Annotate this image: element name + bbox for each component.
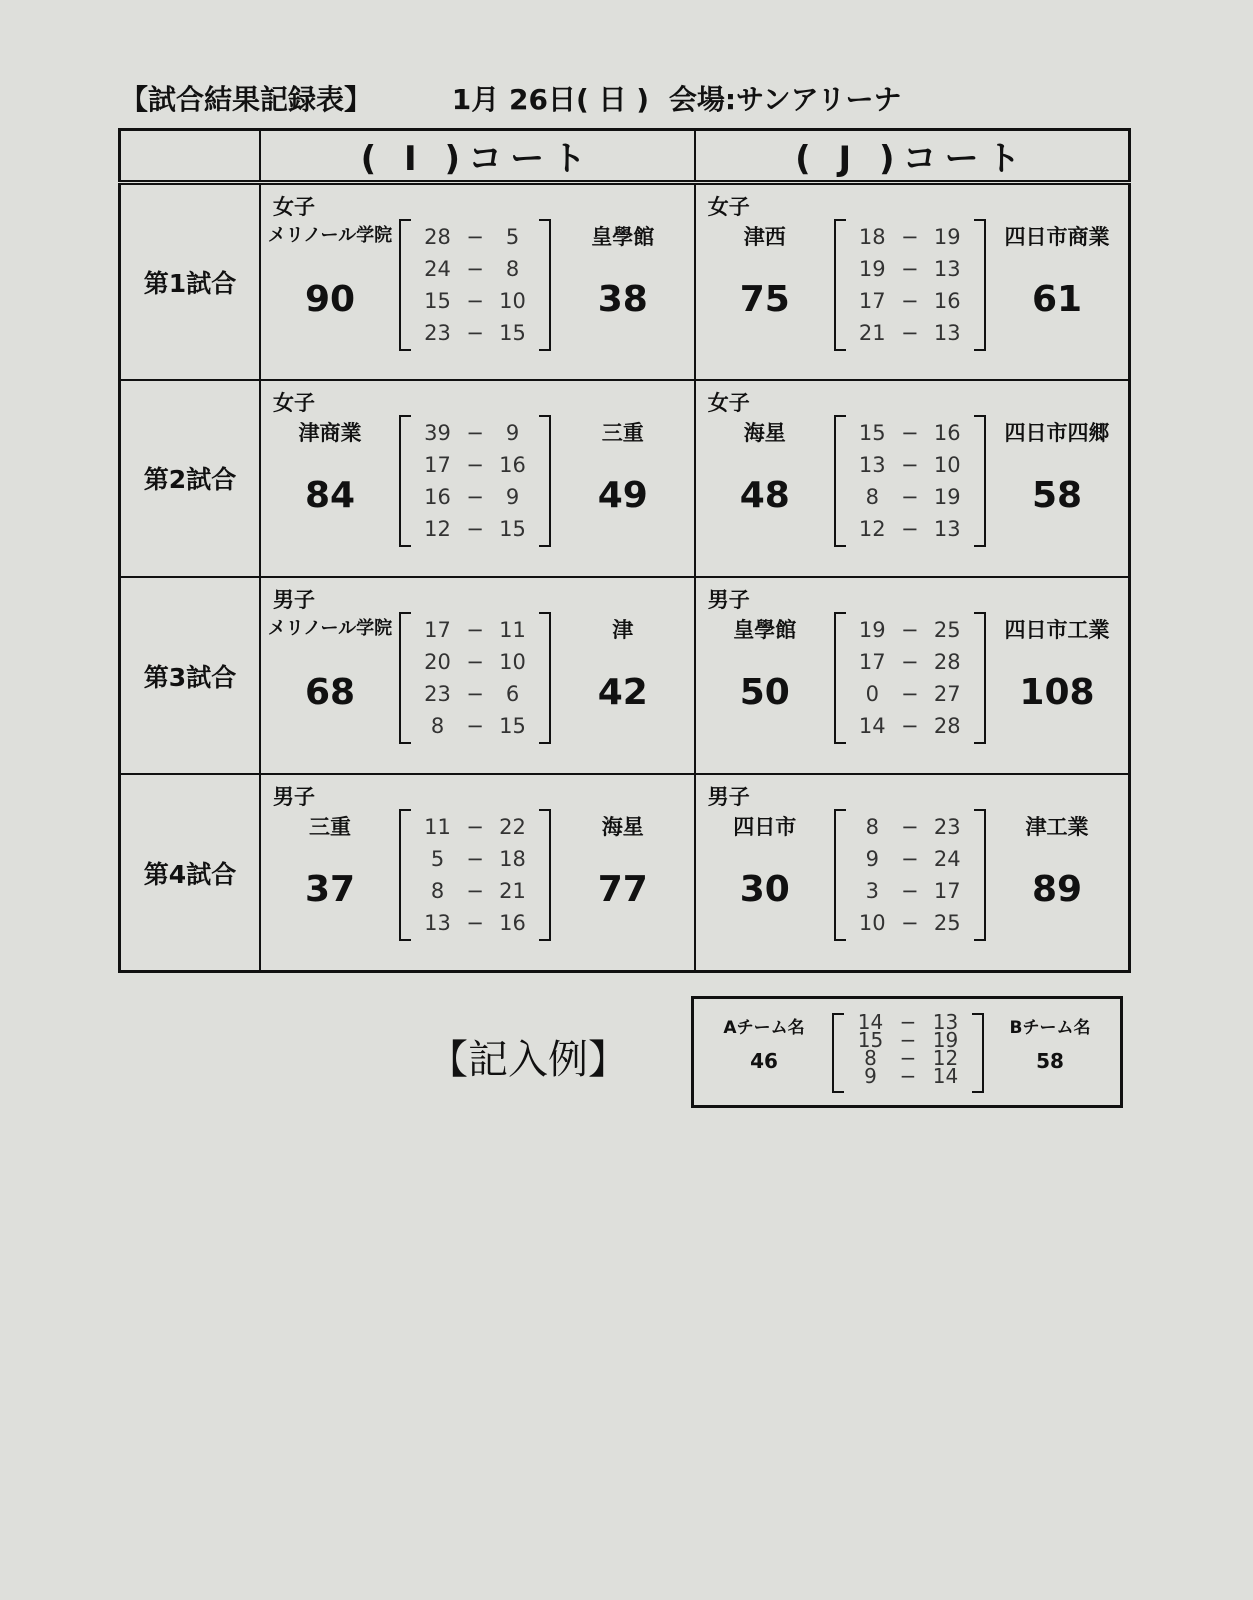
team-b-name: 海星 <box>601 815 644 840</box>
period-scores <box>834 612 986 744</box>
period-row <box>836 417 984 449</box>
period-score-a: 12 <box>424 516 451 541</box>
period-score-b: 18 <box>499 847 526 872</box>
round-row <box>120 380 1130 577</box>
period-score-b: 9 <box>505 484 520 509</box>
example-team-b: Bチーム名 <box>1009 1018 1091 1038</box>
gender-label: 女子 <box>707 195 750 219</box>
dash: − <box>466 452 484 477</box>
period-row <box>401 614 549 646</box>
period-row <box>401 317 549 349</box>
period-score-b: 25 <box>933 911 961 936</box>
period-row <box>401 417 549 449</box>
period-score-b: 13 <box>933 321 961 345</box>
gender-label: 女子 <box>273 390 315 415</box>
period-score-b: 16 <box>499 452 526 477</box>
dash: − <box>466 815 484 840</box>
period-row <box>836 253 984 285</box>
period-score-b: 19 <box>933 484 961 509</box>
period-score-b: 17 <box>933 879 961 904</box>
period-row <box>401 710 549 742</box>
team-b-name: 津 <box>612 618 634 642</box>
dash: − <box>466 650 484 674</box>
team-b-name: 津工業 <box>1025 815 1089 840</box>
period-row <box>401 678 549 710</box>
venue: 会場:サンアリーナ <box>668 83 902 116</box>
results-table <box>118 128 1131 973</box>
dash: − <box>900 650 919 674</box>
period-row <box>401 907 549 939</box>
gender-label: 男子 <box>707 785 750 810</box>
period-score-a: 20 <box>424 650 451 674</box>
court-i-match <box>260 577 695 774</box>
dash: − <box>466 516 484 541</box>
period-row <box>401 449 549 481</box>
court-i-match <box>260 380 695 577</box>
period-score-a: 9 <box>865 847 879 872</box>
team-b-total: 61 <box>1031 279 1083 320</box>
period-scores <box>399 612 551 744</box>
dash: − <box>466 879 484 904</box>
dash: − <box>900 682 919 706</box>
period-score-b: 28 <box>933 714 961 738</box>
period-score-a: 11 <box>424 815 451 840</box>
team-b-total: 38 <box>597 279 648 320</box>
period-score-a: 8 <box>865 484 879 509</box>
period-row <box>836 481 984 513</box>
dash: − <box>900 516 919 541</box>
dash: − <box>900 257 919 281</box>
period-score-a: 16 <box>424 484 451 509</box>
team-a-total: 75 <box>739 279 790 320</box>
period-row <box>836 875 984 907</box>
dash: − <box>466 321 484 345</box>
dash: − <box>466 847 484 872</box>
court-i-match <box>260 774 695 971</box>
dash: − <box>466 484 484 509</box>
period-row <box>401 811 549 843</box>
example-period-row: 8 − 12 <box>864 1046 959 1070</box>
team-b-name: 三重 <box>601 420 644 445</box>
team-a-total: 84 <box>304 474 356 516</box>
gender-label: 女子 <box>273 195 315 219</box>
period-score-b: 16 <box>933 289 961 313</box>
period-score-a: 8 <box>430 714 445 738</box>
period-score-a: 15 <box>424 289 451 313</box>
period-row <box>401 646 549 678</box>
team-a-name: 海星 <box>743 420 786 445</box>
dash: − <box>900 618 919 642</box>
period-score-b: 8 <box>505 257 520 281</box>
period-score-b: 13 <box>933 516 961 541</box>
period-score-a: 8 <box>430 879 445 904</box>
period-score-a: 17 <box>424 452 451 477</box>
example-period-row: 9 − 14 <box>864 1064 959 1088</box>
team-b-total: 89 <box>1031 869 1083 911</box>
period-score-b: 15 <box>499 714 526 738</box>
period-score-b: 10 <box>933 452 961 477</box>
period-row <box>836 907 984 939</box>
dash: − <box>900 225 919 249</box>
round-row <box>120 577 1130 774</box>
dash: − <box>466 618 484 642</box>
period-score-b: 9 <box>505 420 520 445</box>
period-score-b: 5 <box>505 225 520 249</box>
period-score-b: 25 <box>933 618 961 642</box>
example-title: 【記入例】 <box>428 1037 628 1083</box>
period-score-a: 18 <box>858 225 886 249</box>
period-score-a: 19 <box>858 257 886 281</box>
period-score-b: 11 <box>499 618 526 642</box>
gender-label: 男子 <box>707 588 750 612</box>
period-score-a: 23 <box>424 682 451 706</box>
period-row <box>401 221 549 253</box>
court-header-i: ( Ⅰ )コート <box>260 130 695 183</box>
period-row <box>401 285 549 317</box>
team-b-name: 四日市商業 <box>1004 225 1110 249</box>
dash: − <box>466 714 484 738</box>
period-score-b: 27 <box>933 682 961 706</box>
period-scores <box>834 809 986 941</box>
period-scores <box>834 415 986 547</box>
period-row <box>836 843 984 875</box>
period-row <box>401 481 549 513</box>
team-b-total: 58 <box>1031 474 1083 516</box>
period-row <box>836 285 984 317</box>
period-score-a: 8 <box>865 815 879 840</box>
team-b-total: 42 <box>597 672 648 713</box>
period-score-b: 24 <box>933 847 961 872</box>
period-score-a: 17 <box>858 289 886 313</box>
period-score-a: 12 <box>858 516 886 541</box>
court-header-j: ( J )コート <box>695 130 1130 183</box>
team-b-name: 皇學館 <box>591 225 655 249</box>
period-scores <box>399 219 551 351</box>
period-score-b: 15 <box>499 516 526 541</box>
team-a-total: 90 <box>304 279 356 320</box>
period-score-b: 21 <box>499 879 526 904</box>
period-score-a: 39 <box>424 420 451 445</box>
team-a-name: 三重 <box>309 815 351 840</box>
period-row <box>836 513 984 545</box>
period-scores <box>834 219 986 351</box>
dash: − <box>900 289 919 313</box>
round-label: 第1試合 <box>120 183 261 380</box>
team-a-name: メリノール学院 <box>267 225 393 246</box>
period-score-b: 28 <box>933 650 961 674</box>
period-score-b: 23 <box>933 815 961 840</box>
period-row <box>401 253 549 285</box>
period-score-a: 17 <box>424 618 451 642</box>
period-row <box>836 317 984 349</box>
dash: − <box>900 847 919 872</box>
example-box <box>691 996 1123 1108</box>
dash: − <box>466 289 484 313</box>
dash: − <box>466 911 484 936</box>
sheet-header <box>120 78 902 118</box>
dash: − <box>900 321 919 345</box>
dash: − <box>900 420 919 445</box>
court-i-match <box>260 183 695 380</box>
period-row <box>401 875 549 907</box>
period-score-b: 13 <box>933 257 961 281</box>
team-a-name: 津西 <box>743 225 786 249</box>
corner-cell <box>120 130 261 183</box>
period-score-b: 16 <box>499 911 526 936</box>
period-score-a: 3 <box>865 879 879 904</box>
round-row <box>120 774 1130 971</box>
period-scores <box>399 809 551 941</box>
period-score-a: 10 <box>858 911 886 936</box>
team-b-total: 77 <box>597 869 648 911</box>
dash: − <box>900 879 919 904</box>
example-period-row: 15 − 19 <box>857 1028 959 1052</box>
team-a-name: メリノール学院 <box>267 618 393 639</box>
team-a-name: 津商業 <box>298 420 362 445</box>
period-score-a: 17 <box>858 650 886 674</box>
period-row <box>836 221 984 253</box>
period-score-a: 13 <box>858 452 886 477</box>
period-score-b: 10 <box>499 289 526 313</box>
period-score-a: 14 <box>858 714 886 738</box>
period-score-a: 19 <box>858 618 886 642</box>
period-score-b: 6 <box>505 682 520 706</box>
match-date: 1月 26日( 日 ) <box>451 83 650 116</box>
team-a-name: 四日市 <box>733 815 797 840</box>
period-score-a: 5 <box>430 847 445 872</box>
period-row <box>836 811 984 843</box>
period-row <box>836 449 984 481</box>
period-row <box>836 614 984 646</box>
team-a-name: 皇學館 <box>733 618 797 642</box>
team-b-name: 四日市工業 <box>1004 618 1110 642</box>
court-j-match <box>695 380 1130 577</box>
court-j-match <box>695 774 1130 971</box>
team-a-total: 48 <box>739 474 790 516</box>
team-b-total: 108 <box>1019 672 1095 713</box>
period-score-a: 21 <box>858 321 886 345</box>
period-score-b: 15 <box>499 321 526 345</box>
period-row <box>836 678 984 710</box>
dash: − <box>466 225 484 249</box>
round-row <box>120 183 1130 380</box>
team-a-total: 68 <box>304 672 356 713</box>
period-row <box>836 646 984 678</box>
period-score-a: 13 <box>424 911 451 936</box>
team-b-total: 49 <box>597 474 648 516</box>
dash: − <box>466 257 484 281</box>
gender-label: 男子 <box>273 588 315 612</box>
gender-label: 女子 <box>707 390 750 415</box>
period-score-a: 28 <box>424 225 451 249</box>
round-label: 第4試合 <box>120 774 261 971</box>
period-score-b: 10 <box>499 650 526 674</box>
period-score-a: 23 <box>424 321 451 345</box>
period-score-b: 16 <box>933 420 961 445</box>
period-scores <box>399 415 551 547</box>
dash: − <box>900 911 919 936</box>
court-j-match <box>695 577 1130 774</box>
gender-label: 男子 <box>273 785 315 810</box>
sheet-title: 【試合結果記録表】 <box>120 83 373 116</box>
team-a-total: 50 <box>739 672 790 713</box>
dash: − <box>900 714 919 738</box>
round-label: 第2試合 <box>120 380 261 577</box>
period-score-a: 0 <box>865 682 879 706</box>
example-period-row: 14 − 13 <box>857 1010 959 1034</box>
example-periods <box>832 1010 984 1093</box>
period-score-a: 15 <box>858 420 886 445</box>
dash: − <box>466 682 484 706</box>
team-b-name: 四日市四郷 <box>1004 420 1110 445</box>
period-row <box>836 710 984 742</box>
period-row <box>401 843 549 875</box>
period-score-a: 24 <box>424 257 451 281</box>
court-j-match <box>695 183 1130 380</box>
period-score-b: 22 <box>499 815 526 840</box>
example-score-b: 58 <box>1036 1049 1064 1073</box>
dash: − <box>900 815 919 840</box>
example-score-a: 46 <box>750 1049 778 1073</box>
dash: − <box>900 484 919 509</box>
example-team-a: Aチーム名 <box>723 1018 805 1038</box>
period-score-b: 19 <box>933 225 961 249</box>
period-row <box>401 513 549 545</box>
team-a-total: 37 <box>304 869 356 911</box>
dash: − <box>900 452 919 477</box>
round-label: 第3試合 <box>120 577 261 774</box>
team-a-total: 30 <box>739 869 790 911</box>
dash: − <box>466 420 484 445</box>
